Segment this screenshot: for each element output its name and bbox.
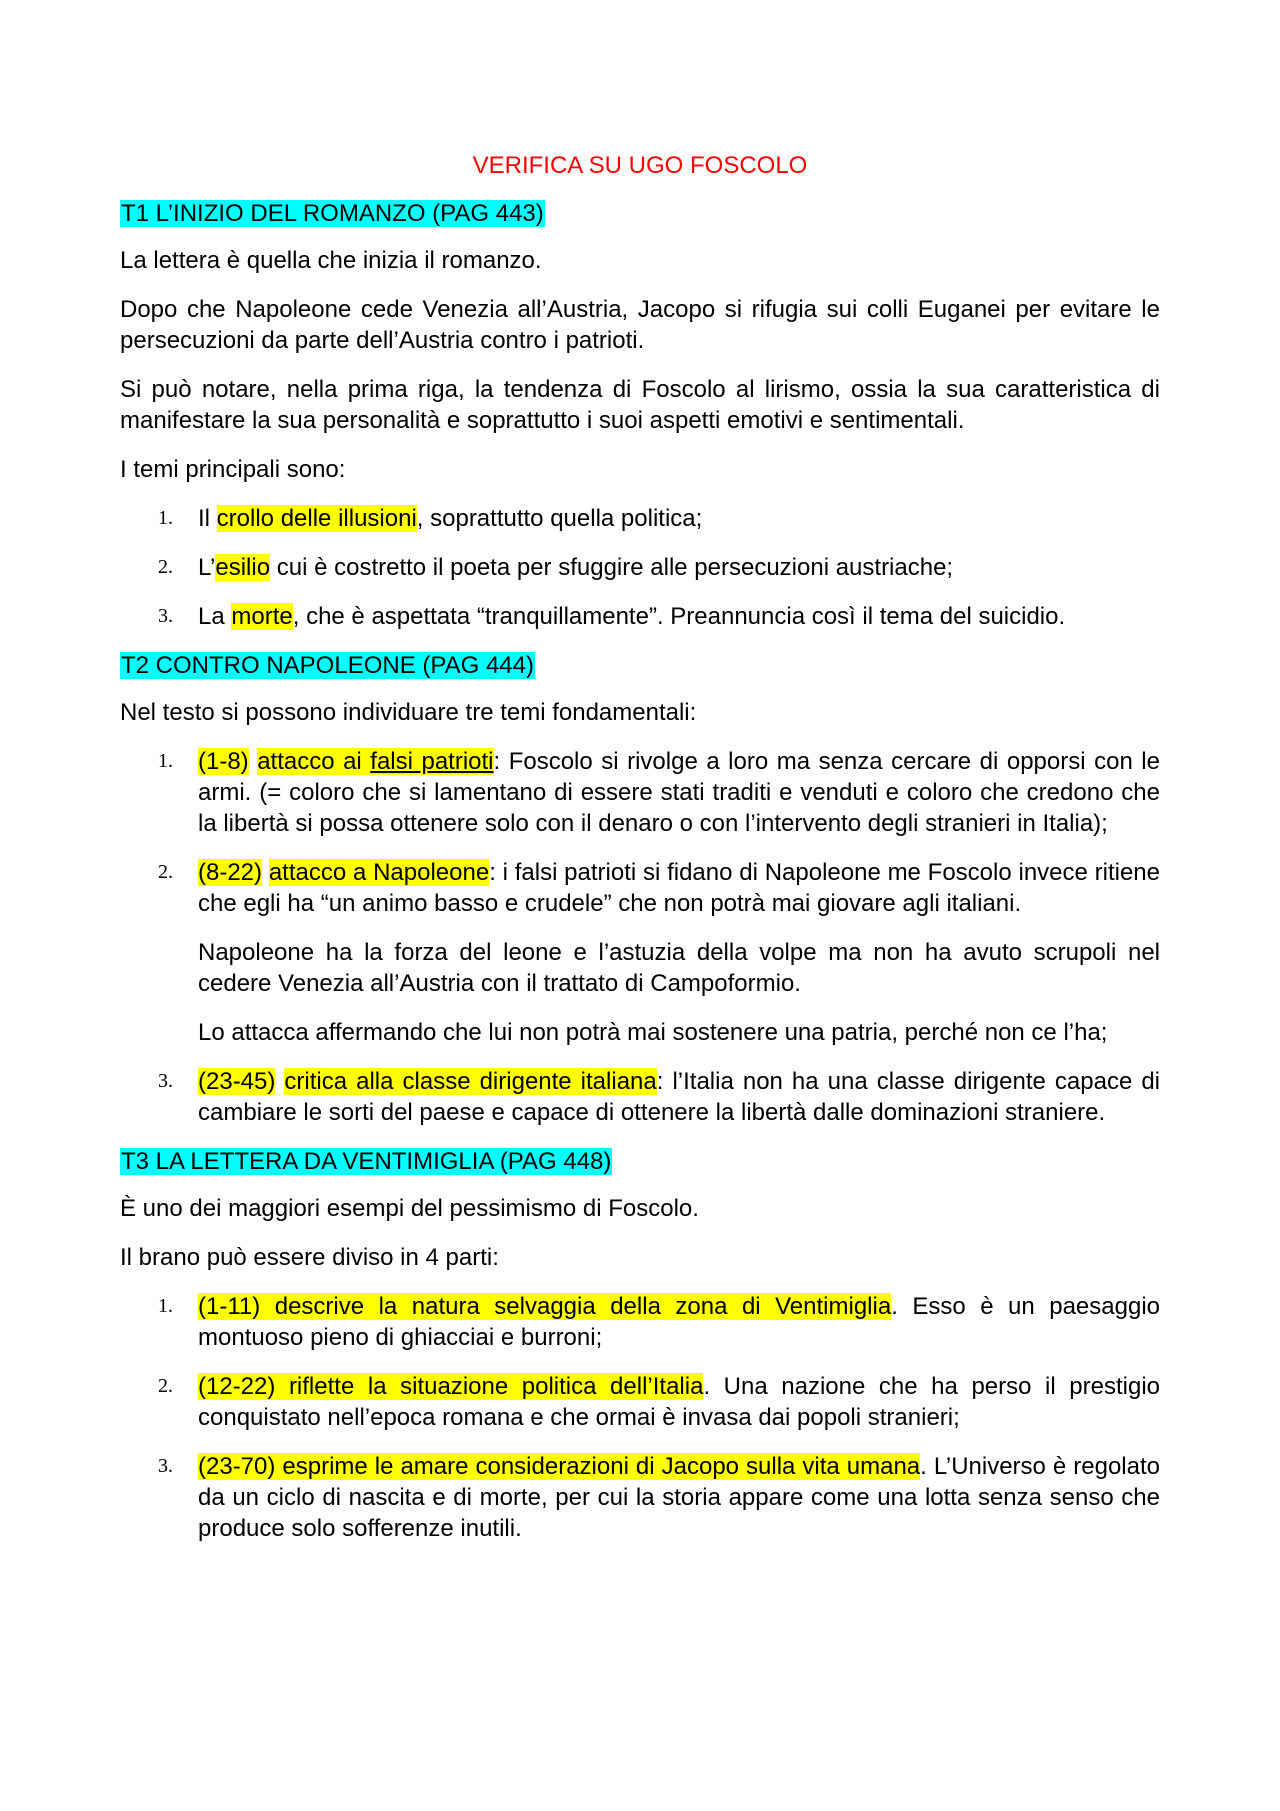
document-page — [120, 150, 1160, 1562]
text: Il — [198, 505, 217, 532]
list-number: 3. — [158, 1070, 173, 1092]
highlighted-text: critica alla classe dirigente italiana — [284, 1068, 657, 1095]
text: cui è costretto il poeta per sfuggire alle persecuzioni austriache; — [270, 554, 954, 581]
paragraph: È uno dei maggiori esempi del pessimismo di Foscolo. — [120, 1195, 699, 1222]
list-number: 3. — [158, 1455, 173, 1477]
paragraph: Napoleone ha la forza del leone e l’astuzia della volpe ma non ha avuto scrupoli nel cedere Venezia all’Austria con il trattato di Campoformio. — [198, 939, 1160, 997]
list-number: 2. — [158, 1375, 173, 1397]
parts-list — [120, 1291, 1160, 1544]
paragraph: Nel testo si possono individuare tre temi fondamentali: — [120, 699, 697, 726]
list-item — [120, 857, 1160, 1048]
highlighted-text: (8-22) — [198, 859, 263, 886]
section-heading-t3 — [120, 1146, 1160, 1177]
section-heading-t1 — [120, 198, 1160, 229]
highlighted-text: (1-11) descrive la natura selvaggia della zona di Ventimiglia — [198, 1293, 892, 1320]
list-item — [120, 1371, 1160, 1433]
themes-list — [120, 746, 1160, 1128]
list-item — [120, 1451, 1160, 1544]
section-heading-t3-text: T3 LA LETTERA DA VENTIMIGLIA (PAG 448) — [121, 1148, 612, 1175]
paragraph: I temi principali sono: — [120, 456, 346, 483]
text: . Esso è un paesaggio montuoso pieno di ghiacciai e burroni; — [198, 1293, 1160, 1351]
highlighted-text: morte — [231, 603, 293, 630]
list-number: 2. — [158, 861, 173, 883]
document-title: VERIFICA SU UGO FOSCOLO — [472, 152, 808, 179]
list-item — [120, 1291, 1160, 1353]
section-heading-t2-text: T2 CONTRO NAPOLEONE (PAG 444) — [121, 652, 534, 679]
highlighted-text: esilio — [215, 554, 271, 581]
section-heading-t1-text: T1 L’INIZIO DEL ROMANZO (PAG 443) — [121, 200, 544, 227]
list-item — [120, 601, 1160, 632]
highlighted-underlined-text: falsi patrioti — [370, 748, 494, 775]
highlighted-text: attacco a Napoleone — [268, 859, 490, 886]
list-number: 1. — [158, 750, 173, 772]
paragraph: Lo attacca affermando che lui non potrà mai sostenere una patria, perché non ce l’ha; — [198, 1019, 1108, 1046]
list-number: 2. — [158, 556, 173, 578]
text: : l’Italia non ha una classe dirigente capace di cambiare le sorti del paese e capace di ottenere la libertà dalle dominazioni straniere. — [198, 1068, 1161, 1126]
paragraph: Dopo che Napoleone cede Venezia all’Austria, Jacopo si rifugia sui colli Euganei per evitare le persecuzioni da parte dell’Austria contro i patrioti. — [120, 296, 1160, 354]
list-item — [120, 1066, 1160, 1128]
text: . L’Universo è regolato da un ciclo di nascita e di morte, per cui la storia appare come una lotta senza senso che produce solo sofferenze inutili. — [198, 1453, 1161, 1542]
list-number: 3. — [158, 605, 173, 627]
text: . Una nazione che ha perso il prestigio conquistato nell’epoca romana e che ormai è invasa dai popoli stranieri; — [198, 1373, 1161, 1431]
highlighted-text: attacco ai — [257, 748, 371, 775]
text: : Foscolo si rivolge a loro ma senza cercare di opporsi con le armi. (= coloro che si lamentano di essere stati traditi e venduti e coloro che credono che la libertà si possa ottenere solo con il denaro o con l’intervento degli stranieri in Italia); — [198, 748, 1160, 837]
list-item — [120, 746, 1160, 839]
text: L’ — [198, 554, 216, 581]
paragraph: La lettera è quella che inizia il romanzo. — [120, 247, 542, 274]
highlighted-text: (23-70) esprime le amare considerazioni di Jacopo sulla vita umana — [198, 1453, 921, 1480]
list-number: 1. — [158, 507, 173, 529]
text: , soprattutto quella politica; — [416, 505, 703, 532]
text: La — [198, 603, 232, 630]
highlighted-text: (1-8) — [198, 748, 249, 775]
list-number: 1. — [158, 1295, 173, 1317]
highlighted-text: (23-45) — [198, 1068, 276, 1095]
paragraph: Si può notare, nella prima riga, la tendenza di Foscolo al lirismo, ossia la sua caratteristica di manifestare la sua personalità e soprattutto i suoi aspetti emotivi e sentimentali. — [120, 376, 1160, 434]
highlighted-text: (12-22) riflette la situazione politica dell’Italia — [198, 1373, 704, 1400]
text: , che è aspettata “tranquillamente”. Preannuncia così il tema del suicidio. — [292, 603, 1066, 630]
text: : i falsi patrioti si fidano di Napoleone me Foscolo invece ritiene che egli ha “un animo basso e crudele” che non potrà mai giovare agli italiani. — [198, 859, 1160, 917]
section-heading-t2 — [120, 650, 1160, 681]
list-item — [120, 552, 1160, 583]
themes-list — [120, 503, 1160, 632]
paragraph: Il brano può essere diviso in 4 parti: — [120, 1244, 499, 1271]
highlighted-text: crollo delle illusioni — [216, 505, 417, 532]
list-item — [120, 503, 1160, 534]
